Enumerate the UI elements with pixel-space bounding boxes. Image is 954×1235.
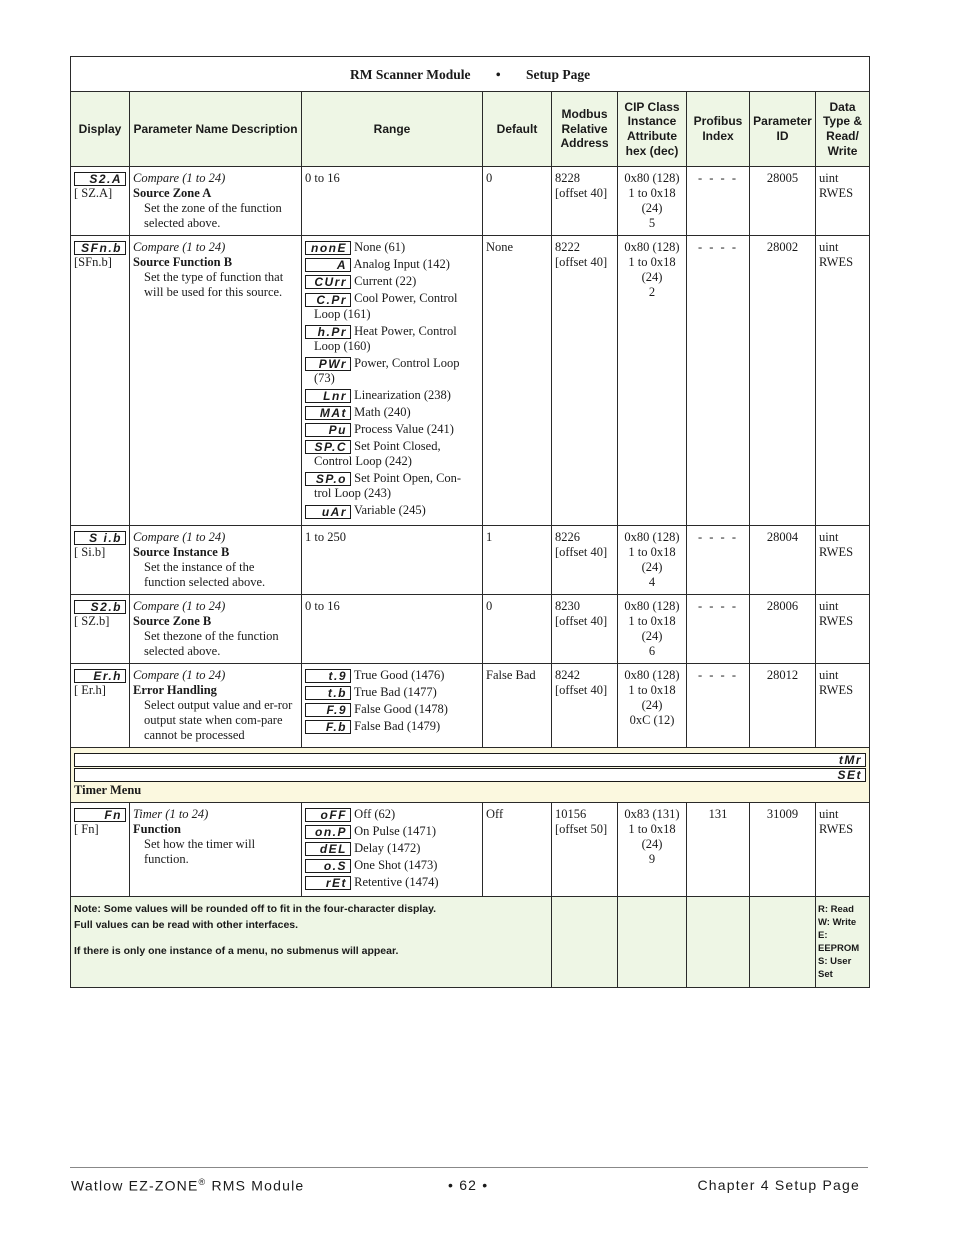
modbus-address: 10156 (555, 806, 587, 821)
cip-instance-dec: (24) (641, 270, 663, 284)
note-empty-cell (618, 897, 687, 988)
range-cell: 0 to 16 (302, 167, 483, 236)
option-code: PWr (305, 357, 351, 371)
header-display: Display (71, 92, 130, 167)
display-bracket: [SFn.b] (74, 255, 112, 269)
cip-instance: 1 to 0x18 (628, 255, 676, 269)
cip-class: 0x80 (128) (624, 529, 680, 544)
profibus-cell: - - - - (687, 525, 750, 594)
display-code: S2.A (74, 172, 126, 186)
description-name: Source Function B (133, 255, 233, 269)
range-cell (302, 236, 483, 526)
option-label: Variable (245) (353, 503, 426, 518)
modbus-address: 8222 (555, 240, 580, 254)
range-option (305, 858, 479, 873)
display-bracket: [ Fn] (74, 821, 99, 836)
range-option (305, 841, 479, 856)
description-name: Source Zone B (133, 613, 212, 628)
parameter-id-cell: 28012 (750, 663, 816, 747)
cip-attribute: 4 (648, 574, 656, 589)
description-instance: Timer (1 to 24) (133, 806, 209, 821)
option-code: dEL (305, 842, 351, 856)
option-code: t.9 (305, 669, 351, 683)
cip-cell (618, 594, 687, 663)
description-instance: Compare (1 to 24) (133, 598, 226, 613)
cip-instance: 1 to 0x18 (628, 613, 676, 628)
header-parameter-name: Parameter Name Description (130, 92, 302, 167)
display-code: S i.b (74, 531, 126, 545)
menu-code-tmr: tMr (74, 753, 866, 767)
note-line-1: Note: Some values will be rounded off to fit in the four-character display. (74, 903, 437, 916)
range-option (305, 405, 479, 420)
table-title-bullet: • (495, 66, 501, 82)
option-code: on.P (305, 825, 351, 839)
modbus-address: 8228 (555, 171, 580, 185)
option-label: None (61) (354, 240, 406, 254)
option-code: t.b (305, 686, 351, 700)
option-label: Off (62) (354, 806, 396, 821)
legend-cell (816, 897, 870, 988)
cip-attribute: 0xC (12) (629, 712, 675, 727)
note-empty-cell (750, 897, 816, 988)
data-type-cell (816, 167, 870, 236)
modbus-cell (552, 167, 618, 236)
profibus-cell: - - - - (687, 594, 750, 663)
option-label: Linearization (238) (354, 387, 451, 402)
note-line-2: Full values can be read with other interfaces. (74, 919, 299, 932)
cip-attribute: 2 (648, 285, 656, 299)
note-row (71, 897, 870, 988)
data-type-cell (816, 525, 870, 594)
cip-cell (618, 236, 687, 526)
cip-cell (618, 525, 687, 594)
footer-product (71, 1177, 304, 1194)
profibus-cell: - - - - (687, 663, 750, 747)
display-cell (71, 167, 130, 236)
cip-instance-dec: (24) (641, 628, 663, 643)
option-label-continued: Loop (161) (314, 306, 371, 321)
option-label: Set Point Closed, (354, 439, 441, 454)
cip-class: 0x80 (128) (624, 598, 680, 613)
option-label: True Good (1476) (353, 667, 445, 682)
data-type: uint (819, 529, 839, 544)
read-write: RWES (819, 682, 854, 697)
note-empty-cell (552, 897, 618, 988)
option-label: Heat Power, Control (354, 323, 457, 338)
parameter-id-cell: 28002 (750, 236, 816, 526)
range-cell (302, 663, 483, 747)
modbus-offset: [offset 40] (555, 613, 608, 628)
timer-menu-row (71, 747, 870, 802)
cip-instance-dec: (24) (641, 201, 663, 215)
range-option (305, 388, 479, 403)
range-option (305, 356, 479, 386)
description-cell (130, 663, 302, 747)
description-name: Source Instance B (133, 544, 230, 559)
cip-class: 0x83 (131) (624, 806, 680, 821)
modbus-offset: [offset 50] (555, 821, 608, 836)
description-instance: Compare (1 to 24) (133, 240, 226, 254)
default-cell: False Bad (483, 663, 552, 747)
range-option (305, 291, 479, 321)
cip-attribute: 5 (648, 216, 656, 230)
profibus-cell: - - - - (687, 236, 750, 526)
option-code: SP.o (305, 472, 351, 486)
description-instance: Compare (1 to 24) (133, 171, 226, 185)
parameter-table (70, 56, 870, 988)
option-label: Process Value (241) (354, 422, 454, 436)
table-row (71, 802, 870, 897)
timer-menu-label: Timer Menu (74, 782, 142, 797)
footer-chapter: Chapter 4 Setup Page (697, 1177, 860, 1193)
modbus-offset: [offset 40] (555, 682, 608, 697)
option-label: Delay (1472) (354, 840, 421, 855)
modbus-address: 8226 (555, 529, 580, 544)
cip-class: 0x80 (128) (624, 240, 680, 254)
display-bracket: [ Si.b] (74, 544, 106, 559)
legend-eeprom: E: EEPROM (818, 930, 860, 955)
range-option (305, 422, 479, 437)
range-option (305, 702, 479, 717)
range-option (305, 439, 479, 469)
range-option (305, 685, 479, 700)
legend-user-set: S: User Set (818, 956, 852, 981)
read-write: RWES (819, 821, 854, 836)
read-write: RWES (819, 613, 854, 628)
default-cell: Off (483, 802, 552, 897)
option-label: Set Point Open, Con- (354, 471, 462, 486)
range-option (305, 240, 479, 255)
option-label: Power, Control Loop (354, 355, 460, 370)
note-cell (71, 897, 552, 988)
table-row (71, 167, 870, 236)
cip-instance: 1 to 0x18 (628, 682, 676, 697)
option-code: A (305, 258, 351, 272)
description-name: Function (133, 821, 181, 836)
display-code: Er.h (74, 669, 126, 683)
table-row (71, 594, 870, 663)
description-text: Select output value and er-ror output state when com-pare cannot be processed (144, 697, 293, 742)
range-cell (302, 802, 483, 897)
parameter-id-cell: 28006 (750, 594, 816, 663)
cip-class: 0x80 (128) (624, 171, 680, 185)
modbus-cell (552, 236, 618, 526)
display-cell (71, 525, 130, 594)
table-row (71, 525, 870, 594)
parameter-id-cell: 31009 (750, 802, 816, 897)
cip-attribute: 9 (648, 851, 656, 866)
data-type-cell (816, 594, 870, 663)
description-text: Set the instance of the function selected above. (144, 559, 266, 589)
default-cell: 1 (483, 525, 552, 594)
range-option (305, 824, 479, 839)
modbus-address: 8230 (555, 598, 580, 613)
header-range: Range (302, 92, 483, 167)
description-name: Error Handling (133, 682, 217, 697)
option-label: Math (240) (354, 404, 411, 419)
page-footer (70, 1167, 868, 1194)
option-code: CUrr (305, 275, 351, 289)
option-label-continued: (73) (314, 370, 335, 385)
read-write: RWES (819, 255, 854, 269)
cip-class: 0x80 (128) (624, 667, 680, 682)
description-instance: Compare (1 to 24) (133, 667, 226, 682)
cip-cell (618, 802, 687, 897)
description-text: Set how the timer will function. (144, 836, 256, 866)
cip-attribute: 6 (648, 643, 656, 658)
note-line-3: If there is only one instance of a menu, no submenus will appear. (74, 945, 399, 958)
table-header-row (71, 92, 870, 167)
modbus-offset: [offset 40] (555, 186, 608, 200)
option-label-continued: Loop (160) (314, 338, 371, 353)
cip-instance-dec: (24) (641, 697, 663, 712)
header-data-type: Data Type & Read/ Write (816, 92, 870, 167)
description-text: Set the type of function that will be used for this source. (144, 270, 284, 299)
parameter-id-cell: 28005 (750, 167, 816, 236)
default-cell: None (483, 236, 552, 526)
option-label: One Shot (1473) (354, 857, 438, 872)
modbus-cell (552, 663, 618, 747)
display-code: S2.b (74, 600, 126, 614)
range-option (305, 807, 479, 822)
display-bracket: [ SZ.A] (74, 186, 113, 200)
header-profibus: Profibus Index (687, 92, 750, 167)
default-cell: 0 (483, 594, 552, 663)
range-option (305, 324, 479, 354)
range-option (305, 274, 479, 289)
cip-instance: 1 to 0x18 (628, 544, 676, 559)
option-code: MAt (305, 406, 351, 420)
table-title-page: Setup Page (525, 66, 591, 82)
display-cell (71, 594, 130, 663)
option-code: C.Pr (305, 293, 351, 307)
option-label: Analog Input (142) (353, 257, 450, 272)
option-label: False Good (1478) (354, 701, 448, 716)
option-code: Lnr (305, 389, 351, 403)
range-cell: 0 to 16 (302, 594, 483, 663)
option-code: rEt (305, 876, 351, 890)
option-code: F.b (305, 720, 351, 734)
option-code: uAr (305, 505, 351, 519)
profibus-cell: - - - - (687, 167, 750, 236)
option-label-continued: Control Loop (242) (314, 454, 412, 469)
option-code: F.9 (305, 703, 351, 717)
description-cell (130, 167, 302, 236)
legend-read: R: Read (818, 904, 854, 916)
option-code: SP.C (305, 440, 351, 454)
modbus-cell (552, 525, 618, 594)
modbus-address: 8242 (555, 667, 580, 682)
menu-code-set: SEt (74, 768, 866, 782)
table-row (71, 663, 870, 747)
data-type-cell (816, 802, 870, 897)
header-parameter-id: Parameter ID (750, 92, 816, 167)
footer-product-name: Watlow EZ-ZONE (71, 1177, 199, 1194)
range-option (305, 668, 479, 683)
footer-product-module: RMS Module (206, 1177, 305, 1194)
read-write: RWES (819, 186, 854, 200)
cip-instance-dec: (24) (641, 559, 663, 574)
option-code: Pu (305, 423, 351, 437)
note-empty-cell (687, 897, 750, 988)
display-bracket: [ SZ.b] (74, 613, 110, 628)
display-cell (71, 236, 130, 526)
option-label: True Bad (1477) (353, 684, 437, 699)
description-cell (130, 525, 302, 594)
display-code: Fn (74, 808, 126, 822)
description-text: Set thezone of the function selected above. (144, 628, 279, 658)
range-option (305, 719, 479, 734)
display-bracket: [ Er.h] (74, 682, 106, 697)
footer-registered-mark: ® (198, 1177, 207, 1187)
display-code: SFn.b (74, 241, 126, 255)
description-cell (130, 594, 302, 663)
data-type: uint (819, 806, 839, 821)
option-code: oFF (305, 808, 351, 822)
modbus-offset: [offset 40] (555, 544, 608, 559)
data-type: uint (819, 171, 839, 185)
option-label: Retentive (1474) (354, 875, 439, 889)
table-title-module: RM Scanner Module (349, 66, 471, 82)
option-label-continued: trol Loop (243) (314, 486, 392, 501)
header-modbus: Modbus Relative Address (552, 92, 618, 167)
legend-write: W: Write (818, 917, 857, 929)
profibus-cell: 131 (687, 802, 750, 897)
display-cell (71, 663, 130, 747)
option-label: False Bad (1479) (354, 718, 441, 733)
option-code: h.Pr (305, 325, 351, 339)
read-write: RWES (819, 544, 854, 559)
range-cell: 1 to 250 (302, 525, 483, 594)
modbus-cell (552, 594, 618, 663)
modbus-cell (552, 802, 618, 897)
range-option (305, 257, 479, 272)
option-label: Cool Power, Control (354, 291, 458, 306)
data-type: uint (819, 240, 839, 254)
option-label: Current (22) (354, 274, 417, 289)
table-row (71, 236, 870, 526)
range-option (305, 875, 479, 890)
range-option (305, 471, 479, 501)
description-text: Set the zone of the function selected above. (144, 201, 282, 230)
cip-instance: 1 to 0x18 (628, 186, 676, 200)
data-type-cell (816, 236, 870, 526)
description-name: Source Zone A (133, 186, 212, 200)
cip-cell (618, 167, 687, 236)
cip-cell (618, 663, 687, 747)
footer-page-number: • 62 • (448, 1177, 489, 1193)
modbus-offset: [offset 40] (555, 255, 608, 269)
header-cip: CIP Class Instance Attribute hex (dec) (618, 92, 687, 167)
option-code: nonE (305, 241, 351, 255)
cip-instance-dec: (24) (641, 836, 663, 851)
header-default: Default (483, 92, 552, 167)
data-type: uint (819, 667, 839, 682)
option-label: On Pulse (1471) (354, 823, 437, 838)
data-type: uint (819, 598, 839, 613)
data-type-cell (816, 663, 870, 747)
cip-instance: 1 to 0x18 (628, 821, 676, 836)
default-cell: 0 (483, 167, 552, 236)
description-instance: Compare (1 to 24) (133, 529, 226, 544)
option-code: o.S (305, 859, 351, 873)
display-cell (71, 802, 130, 897)
description-cell (130, 802, 302, 897)
parameter-id-cell: 28004 (750, 525, 816, 594)
table-title-row (71, 57, 870, 92)
description-cell (130, 236, 302, 526)
range-option (305, 503, 479, 518)
